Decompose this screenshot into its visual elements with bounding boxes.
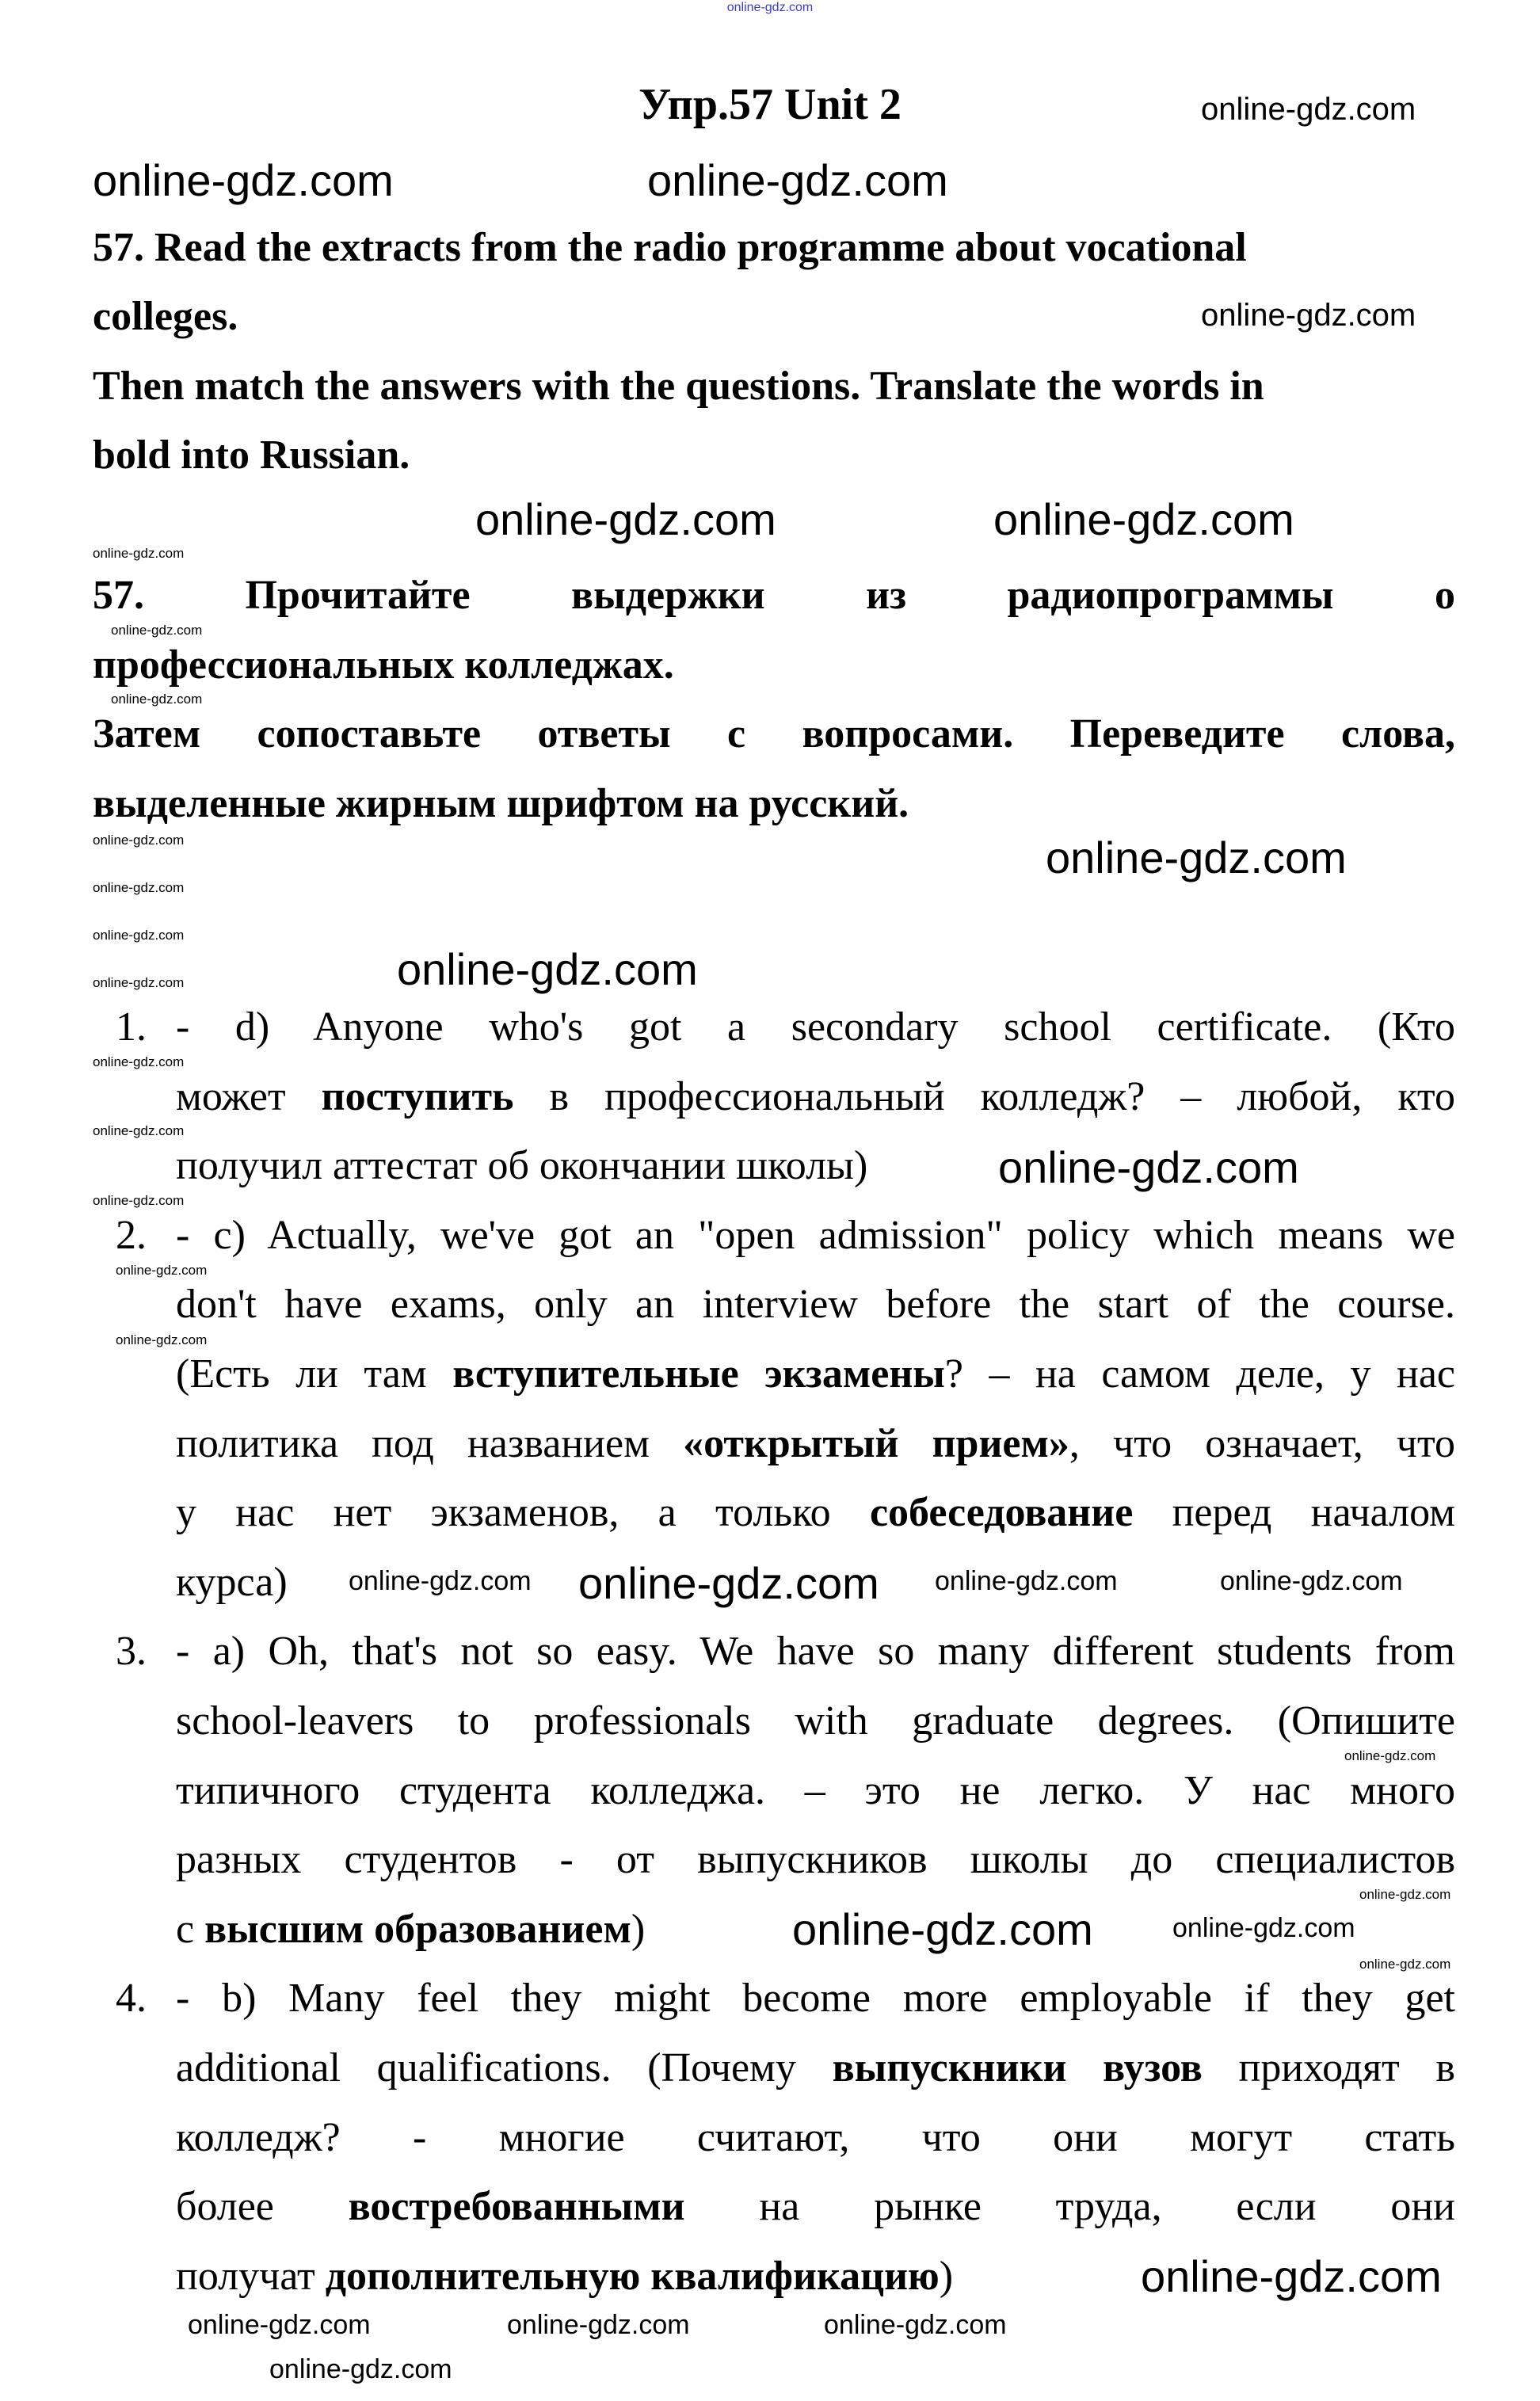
bold-term: востребованными (348, 2184, 685, 2230)
watermark: online-gdz.com (1201, 298, 1416, 333)
watermark: online-gdz.com (111, 623, 203, 638)
text-segment: school-leavers to professionals with graduate degrees. (Опишите (176, 1698, 1455, 1744)
watermark: online-gdz.com (93, 155, 394, 205)
heading-ru-line: профессиональных колледжах. (93, 642, 674, 688)
page-title: Упр.57 Unit 2 (638, 80, 902, 129)
watermark: online-gdz.com (507, 2310, 690, 2340)
item-number: 1. (116, 1004, 147, 1050)
text-segment: - b) Many feel they might become more employable if they get (176, 1976, 1455, 2022)
item-number: 3. (116, 1629, 147, 1675)
item-text-line (176, 1142, 867, 1190)
watermark: online-gdz.com (1220, 1566, 1403, 1596)
watermark: online-gdz.com (475, 494, 776, 544)
item-text-line (176, 1004, 1455, 1051)
item-text-line (176, 1420, 1455, 1468)
text-segment: разных студентов - от выпускников школы до специалистов (176, 1837, 1455, 1883)
text-segment: , что означает, что (1069, 1420, 1455, 1466)
watermark: online-gdz.com (1172, 1913, 1355, 1943)
text-segment: политика под названием (176, 1420, 684, 1466)
text-segment: получил аттестат об окончании школы) (176, 1143, 868, 1189)
item-text-line (176, 1559, 288, 1606)
item-text-line (176, 1351, 1455, 1398)
bold-term: дополнительную квалификацию (325, 2253, 940, 2299)
text-segment: приходят в (1202, 2045, 1455, 2090)
item-text-line (176, 1073, 1455, 1121)
item-text-line (176, 1281, 1455, 1328)
item-text-line (176, 2183, 1455, 2231)
heading-en-line: bold into Russian. (93, 433, 410, 478)
heading-en-line: colleges. (93, 294, 238, 339)
item-text-line (176, 1975, 1455, 2022)
heading-en-line: 57. Read the extracts from the radio programme about vocational (93, 225, 1247, 270)
item-text-line (176, 1906, 645, 1953)
text-segment: колледж? - многие считают, что они могут стать (176, 2114, 1455, 2160)
item-text-line (176, 2045, 1455, 2092)
watermark: online-gdz.com (93, 546, 185, 561)
text-segment: ) (631, 1906, 646, 1952)
item-number: 2. (116, 1212, 147, 1258)
item-text-line (176, 1767, 1455, 1815)
watermark: online-gdz.com (1359, 1887, 1451, 1902)
watermark: online-gdz.com (1141, 2251, 1442, 2301)
watermark: online-gdz.com (1344, 1748, 1436, 1763)
watermark: online-gdz.com (111, 692, 203, 707)
text-segment: получат (176, 2253, 326, 2299)
text-segment: don't have exams, only an interview before the start of the course. (176, 1282, 1455, 1328)
watermark: online-gdz.com (116, 1332, 208, 1347)
watermark: online-gdz.com (397, 944, 698, 994)
item-text-line (176, 1628, 1455, 1675)
item-text-line (176, 1212, 1455, 1260)
text-segment: в профессиональный колледж? – любой, кто (513, 1073, 1455, 1119)
watermark: online-gdz.com (935, 1566, 1118, 1596)
watermark: online-gdz.com (349, 1566, 532, 1596)
watermark: online-gdz.com (998, 1142, 1299, 1192)
text-segment: более (176, 2184, 349, 2230)
bold-term: высшим образованием (204, 1906, 631, 1952)
bold-term: собеседование (869, 1490, 1134, 1536)
item-text-line (176, 1698, 1455, 1745)
watermark: online-gdz.com (1046, 833, 1347, 882)
heading-en-line: Then match the answers with the questions. Translate the words in (93, 364, 1264, 409)
text-segment: additional qualifications. (Почему (176, 2045, 833, 2090)
watermark: online-gdz.com (93, 1123, 185, 1138)
bold-term: вступительные экзамены (452, 1351, 945, 1397)
text-segment: курса) (176, 1559, 288, 1605)
watermark: online-gdz.com (188, 2310, 371, 2340)
watermark: online-gdz.com (792, 1904, 1093, 1954)
bold-term: «открытый прием» (683, 1420, 1069, 1466)
bold-term: поступить (321, 1073, 514, 1119)
watermark: online-gdz.com (93, 1054, 185, 1069)
watermark: online-gdz.com (93, 975, 185, 990)
watermark: online-gdz.com (93, 880, 185, 895)
text-segment: ) (939, 2253, 954, 2299)
item-number: 4. (116, 1976, 147, 2022)
bold-term: выпускники вузов (832, 2045, 1203, 2090)
watermark: online-gdz.com (93, 1193, 185, 1208)
text-segment: - d) Anyone who's got a secondary school certificate. (Кто (176, 1004, 1455, 1050)
text-segment: на рынке труда, если они (684, 2184, 1456, 2230)
text-segment: - a) Oh, that's not so easy. We have so many different students from (176, 1629, 1455, 1675)
watermark: online-gdz.com (993, 494, 1294, 544)
text-segment: (Есть ли там (176, 1351, 453, 1397)
watermark: online-gdz.com (93, 928, 185, 943)
text-segment: у нас нет экзаменов, а только (176, 1490, 870, 1536)
watermark: online-gdz.com (824, 2310, 1007, 2340)
item-text-line (176, 1489, 1455, 1537)
text-segment: с (176, 1906, 205, 1952)
text-segment: типичного студента колледжа. – это не легко. У нас много (176, 1767, 1455, 1813)
heading-ru-line: Затем сопоставьте ответы с вопросами. Переведите слова, (93, 711, 1455, 757)
watermark: online-gdz.com (1359, 1957, 1451, 1972)
watermark: online-gdz.com (269, 2354, 452, 2384)
item-text-line (176, 1836, 1455, 1884)
watermark: online-gdz.com (578, 1558, 879, 1608)
item-text-line (176, 2114, 1455, 2162)
text-segment: - c) Actually, we've got an "open admission" policy which means we (176, 1212, 1455, 1258)
text-segment: перед началом (1133, 1490, 1455, 1536)
watermark-top: online-gdz.com (726, 1, 814, 14)
heading-ru-line: выделенные жирным шрифтом на русский. (93, 781, 909, 826)
watermark: online-gdz.com (116, 1263, 208, 1278)
text-segment: ? – на самом деле, у нас (944, 1351, 1455, 1397)
item-text-line (176, 2253, 953, 2300)
watermark: online-gdz.com (93, 833, 185, 848)
text-segment: может (176, 1073, 322, 1119)
heading-ru-line: 57. Прочитайте выдержки из радиопрограммы о (93, 573, 1455, 618)
watermark: online-gdz.com (1201, 92, 1416, 127)
watermark: online-gdz.com (647, 155, 948, 205)
